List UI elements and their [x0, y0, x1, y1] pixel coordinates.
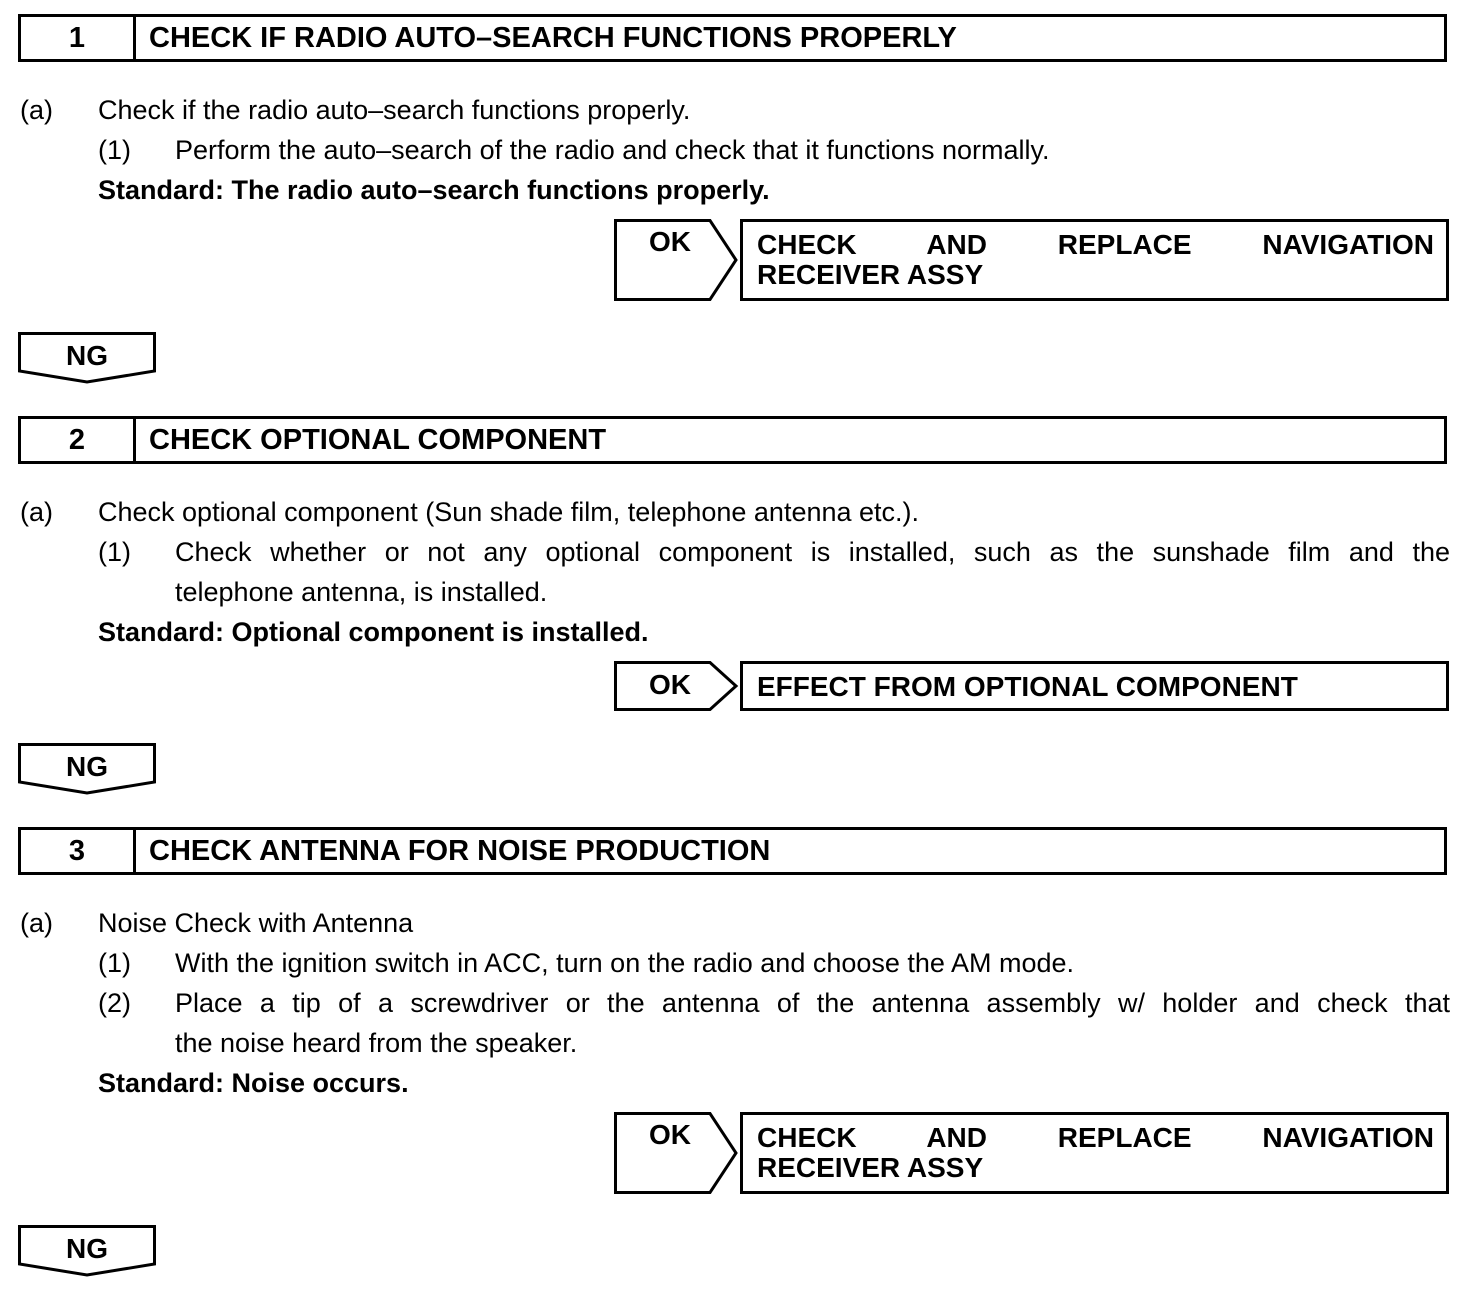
step-3-number: 3: [21, 830, 136, 872]
step-2-item-a-label: (a): [20, 497, 53, 527]
step-1-item-a-label: (a): [20, 95, 53, 125]
step-3-title: CHECK ANTENNA FOR NOISE PRODUCTION: [149, 834, 771, 867]
step-1-ng-label: NG: [66, 340, 108, 371]
step-2-ok-label: OK: [649, 669, 691, 700]
step-2-sub1-text-line1: Check whether or not any optional component is installed, such as the sunshade film and the: [175, 537, 1450, 567]
step-3-sub2-text-line1: Place a tip of a screwdriver or the antenna of the antenna assembly w/ holder and check that: [175, 988, 1450, 1018]
step-2-ok-result-line1: EFFECT FROM OPTIONAL COMPONENT: [757, 671, 1298, 702]
step-1-number: 1: [21, 17, 136, 59]
step-3-sub2-label: (2): [98, 988, 131, 1018]
step-3-sub1-label: (1): [98, 948, 131, 978]
step-1-item-a-text: Check if the radio auto–search functions properly.: [98, 95, 691, 125]
step-3-item-a-label: (a): [20, 908, 53, 938]
step-2-sub1-text-line2: telephone antenna, is installed.: [175, 577, 548, 607]
step-3-standard: Standard: Noise occurs.: [98, 1068, 409, 1098]
step-3-ok-result-line1: CHECK AND REPLACE NAVIGATION: [757, 1122, 1434, 1153]
step-3-ok-result-line2: RECEIVER ASSY: [757, 1152, 984, 1183]
step-3-sub2-text-line2: the noise heard from the speaker.: [175, 1028, 578, 1058]
step-2-number: 2: [21, 419, 136, 461]
step-1-ok-result: [740, 219, 1449, 301]
step-3-item-a-text: Noise Check with Antenna: [98, 908, 414, 938]
step-3-ok-result: [740, 1112, 1449, 1194]
step-2-title: CHECK OPTIONAL COMPONENT: [149, 423, 607, 456]
step-2-ng-label: NG: [66, 751, 108, 782]
step-1-standard: Standard: The radio auto–search functions properly.: [98, 175, 770, 205]
step-1-sub1-text: Perform the auto–search of the radio and check that it functions normally.: [175, 135, 1050, 165]
step-1-sub1-label: (1): [98, 135, 131, 165]
step-1-ok-label: OK: [649, 226, 691, 257]
step-2-standard: Standard: Optional component is installed.: [98, 617, 649, 647]
step-1-ok-result-line1: CHECK AND REPLACE NAVIGATION: [757, 229, 1434, 260]
step-3-ok-label: OK: [649, 1119, 691, 1150]
step-1-title: CHECK IF RADIO AUTO–SEARCH FUNCTIONS PROPERLY: [149, 21, 957, 54]
step-1-ok-result-line2: RECEIVER ASSY: [757, 259, 984, 290]
step-3-header: [18, 827, 1447, 875]
step-2-header: [18, 416, 1447, 464]
step-2-ok-result: [740, 661, 1449, 711]
step-2-item-a-text: Check optional component (Sun shade film, telephone antenna etc.).: [98, 497, 920, 527]
step-1-header: [18, 14, 1447, 62]
step-3-ng-label: NG: [66, 1233, 108, 1264]
step-2-sub1-label: (1): [98, 537, 131, 567]
step-3-sub1-text: With the ignition switch in ACC, turn on the radio and choose the AM mode.: [175, 948, 1074, 978]
